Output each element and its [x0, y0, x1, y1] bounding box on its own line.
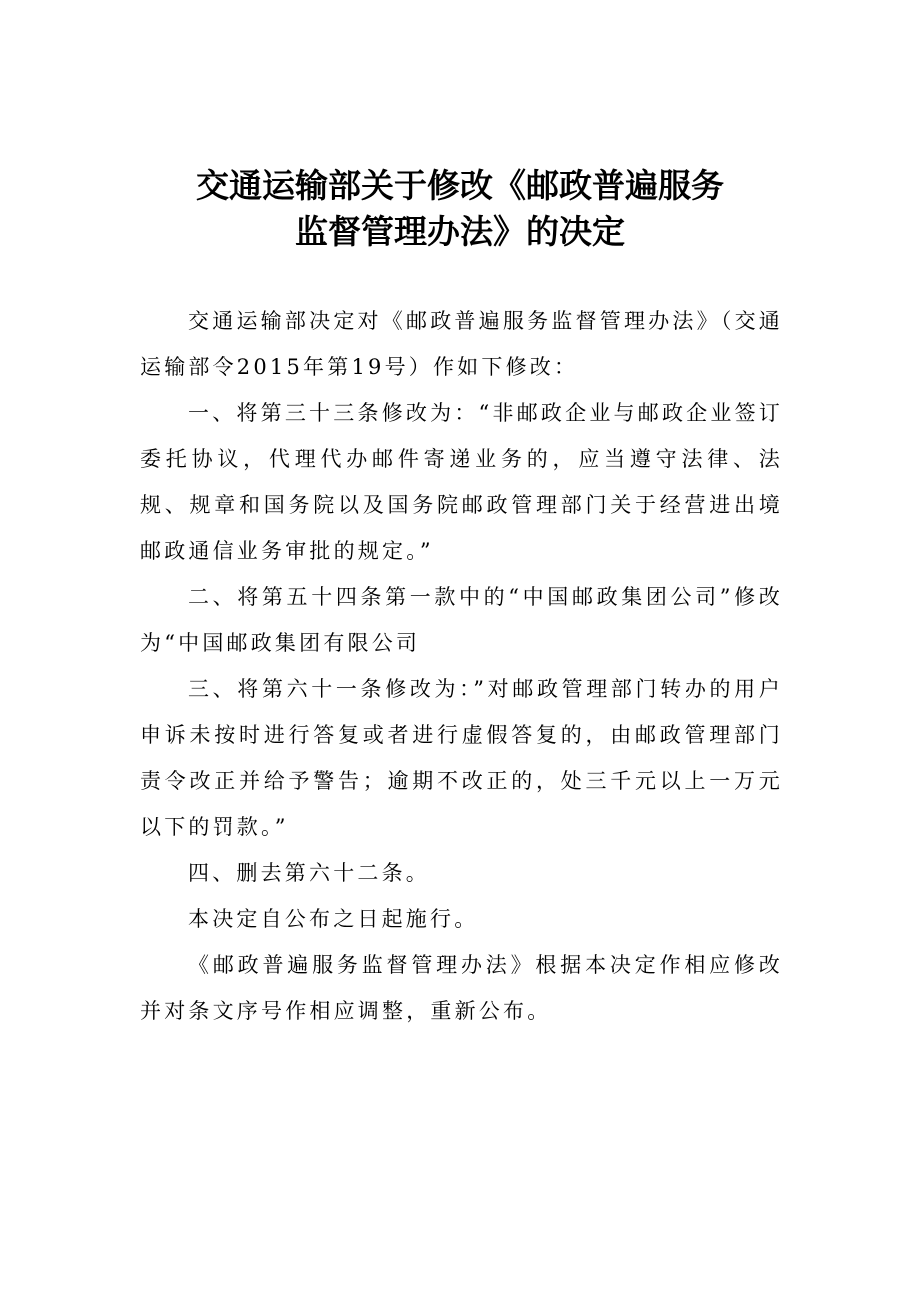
paragraph-item-3: 三、将第六十一条修改为：”对邮政管理部门转办的用户申诉未按时进行答复或者进行虚假答复的，由邮政管理部门责令改正并给予警告；逾期不改正的，处三千元以上一万元以下的罚款。”: [140, 677, 783, 839]
document-title-line1: 交通运输部关于修改《邮政普遍服务: [196, 166, 724, 205]
paragraph-item-4: 四、删去第六十二条。: [188, 861, 430, 885]
paragraph-effective-date: 本决定自公布之日起施行。: [188, 907, 479, 931]
document-title-line2: 监督管理办法》的决定: [295, 212, 625, 251]
paragraph-republication: 《邮政普遍服务监督管理办法》根据本决定作相应修改并对条文序号作相应调整，重新公布。: [140, 953, 783, 1023]
document-body: [140, 298, 783, 1034]
paragraph-intro: 交通运输部决定对《邮政普遍服务监督管理办法》（交通运输部令2015年第19号）作如下修改：: [140, 309, 783, 379]
paragraph-item-2: 二、将第五十四条第一款中的“中国邮政集团公司”修改为“中国邮政集团有限公司: [140, 585, 783, 655]
paragraph-item-1: 一、将第三十三条修改为：“非邮政企业与邮政企业签订委托协议，代理代办邮件寄递业务的，应当遵守法律、法规、规章和国务院以及国务院邮政管理部门关于经营进出境邮政通信业务审批的规定。”: [140, 401, 783, 563]
